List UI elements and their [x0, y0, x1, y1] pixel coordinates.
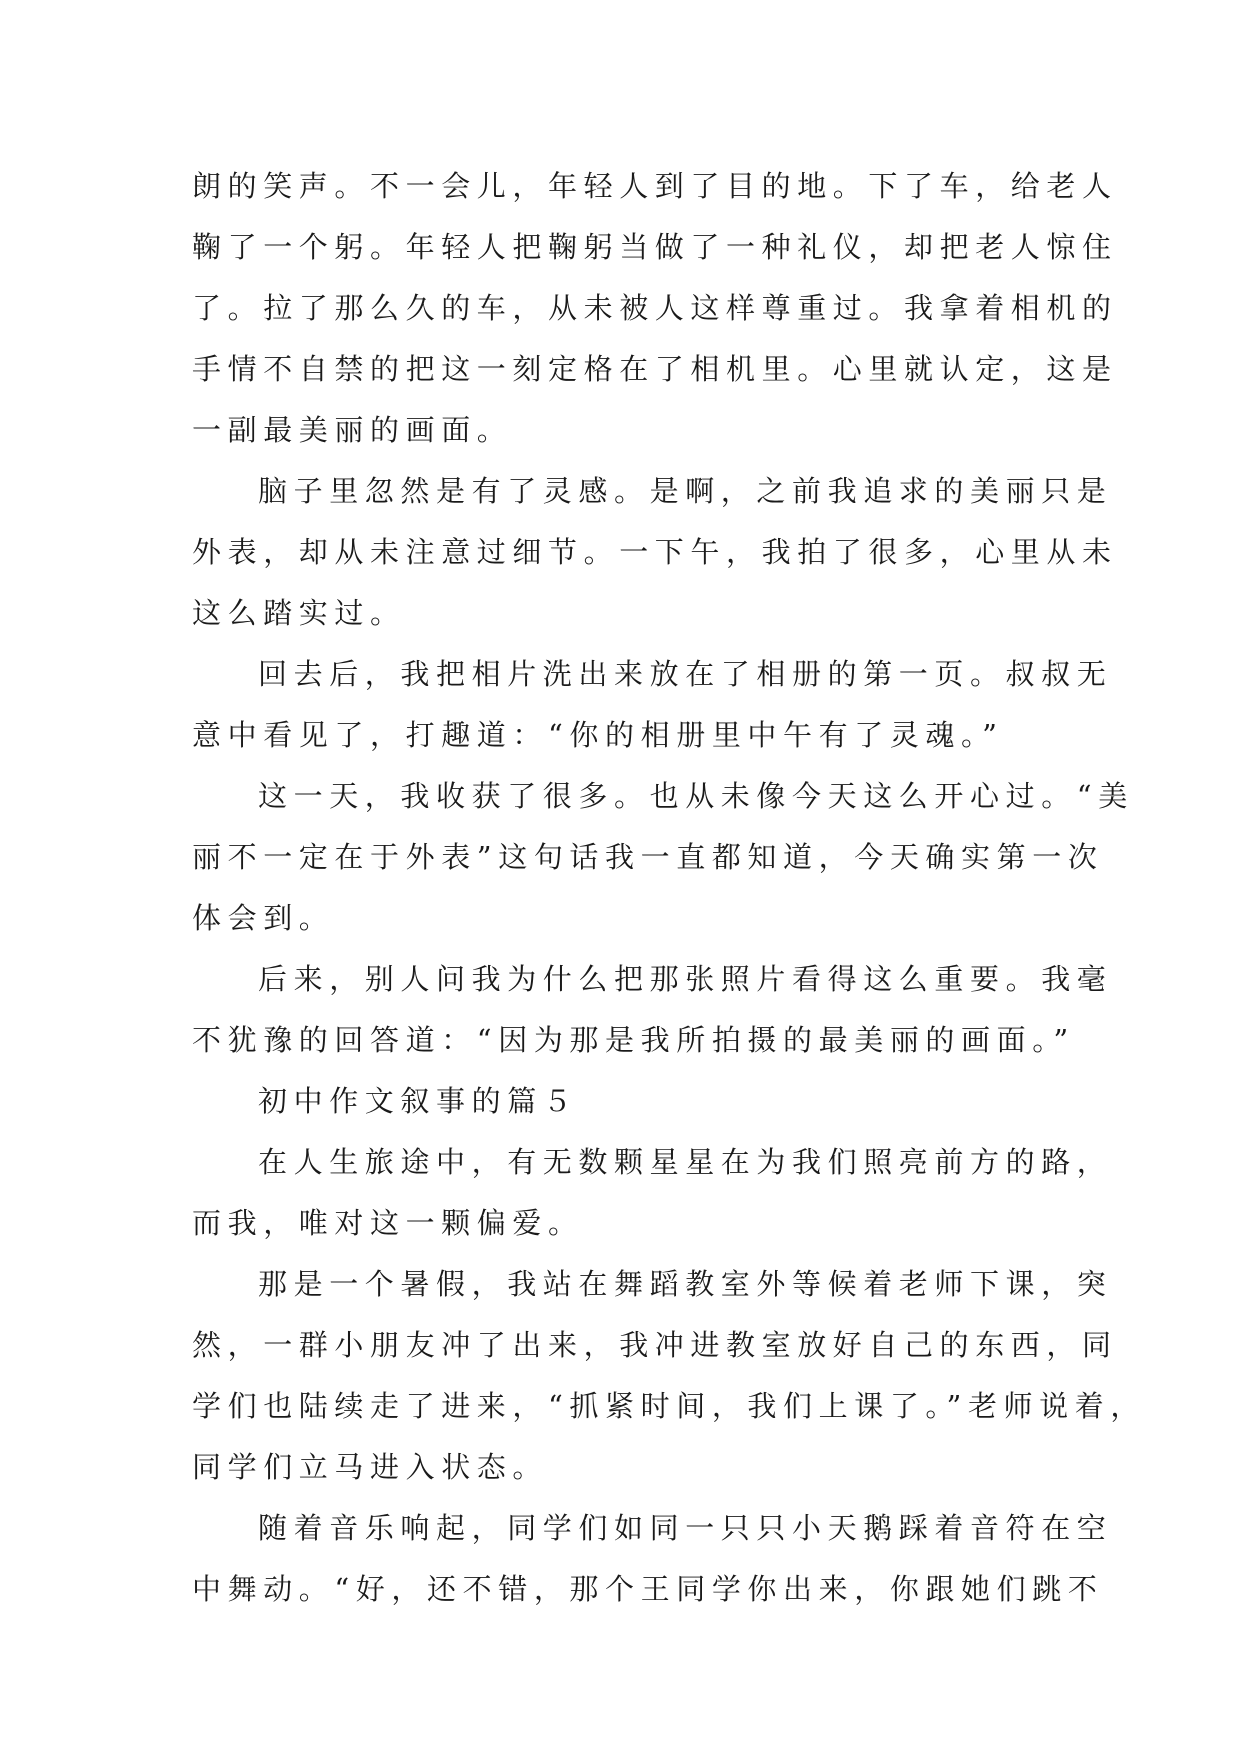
text-line: 朗的笑声。不一会儿，年轻人到了目的地。下了车，给老人 — [192, 169, 1118, 203]
text-line: 意中看见了，打趣道：“你的相册里中午有了灵魂。” — [192, 718, 1004, 752]
text-line: 了。拉了那么久的车，从未被人这样尊重过。我拿着相机的 — [192, 291, 1118, 325]
text-line: 体会到。 — [192, 901, 335, 935]
text-line: 同学们立马进入状态。 — [192, 1450, 549, 1484]
paragraph-start: 脑子里忽然是有了灵感。是啊，之前我追求的美丽只是 — [258, 474, 1113, 508]
text-line: 一副最美丽的画面。 — [192, 413, 513, 447]
paragraph-start: 后来，别人问我为什么把那张照片看得这么重要。我毫 — [258, 962, 1113, 996]
text-line: 丽不一定在于外表”这句话我一直都知道，今天确实第一次 — [192, 840, 1104, 874]
paragraph-start: 回去后，我把相片洗出来放在了相册的第一页。叔叔无 — [258, 657, 1113, 691]
text-line: 学们也陆续走了进来，“抓紧时间，我们上课了。”老师说着， — [192, 1389, 1146, 1423]
paragraph-start: 在人生旅途中，有无数颗星星在为我们照亮前方的路， — [258, 1145, 1113, 1179]
text-line: 而我，唯对这一颗偏爱。 — [192, 1206, 584, 1240]
text-line: 中舞动。“好，还不错，那个王同学你出来，你跟她们跳不 — [192, 1572, 1104, 1606]
text-line: 鞠了一个躬。年轻人把鞠躬当做了一种礼仪，却把老人惊住 — [192, 230, 1118, 264]
text-line: 手情不自禁的把这一刻定格在了相机里。心里就认定，这是 — [192, 352, 1118, 386]
text-line: 外表，却从未注意过细节。一下午，我拍了很多，心里从未 — [192, 535, 1118, 569]
paragraph-start: 那是一个暑假，我站在舞蹈教室外等候着老师下课，突 — [258, 1267, 1113, 1301]
paragraph-start: 这一天，我收获了很多。也从未像今天这么开心过。“美 — [258, 779, 1134, 813]
paragraph-start: 随着音乐响起，同学们如同一只只小天鹅踩着音符在空 — [258, 1511, 1113, 1545]
text-line: 不犹豫的回答道：“因为那是我所拍摄的最美丽的画面。” — [192, 1023, 1075, 1057]
text-line: 这么踏实过。 — [192, 596, 406, 630]
section-heading: 初中作文叙事的篇５ — [258, 1084, 579, 1118]
text-line: 然，一群小朋友冲了出来，我冲进教室放好自己的东西，同 — [192, 1328, 1118, 1362]
